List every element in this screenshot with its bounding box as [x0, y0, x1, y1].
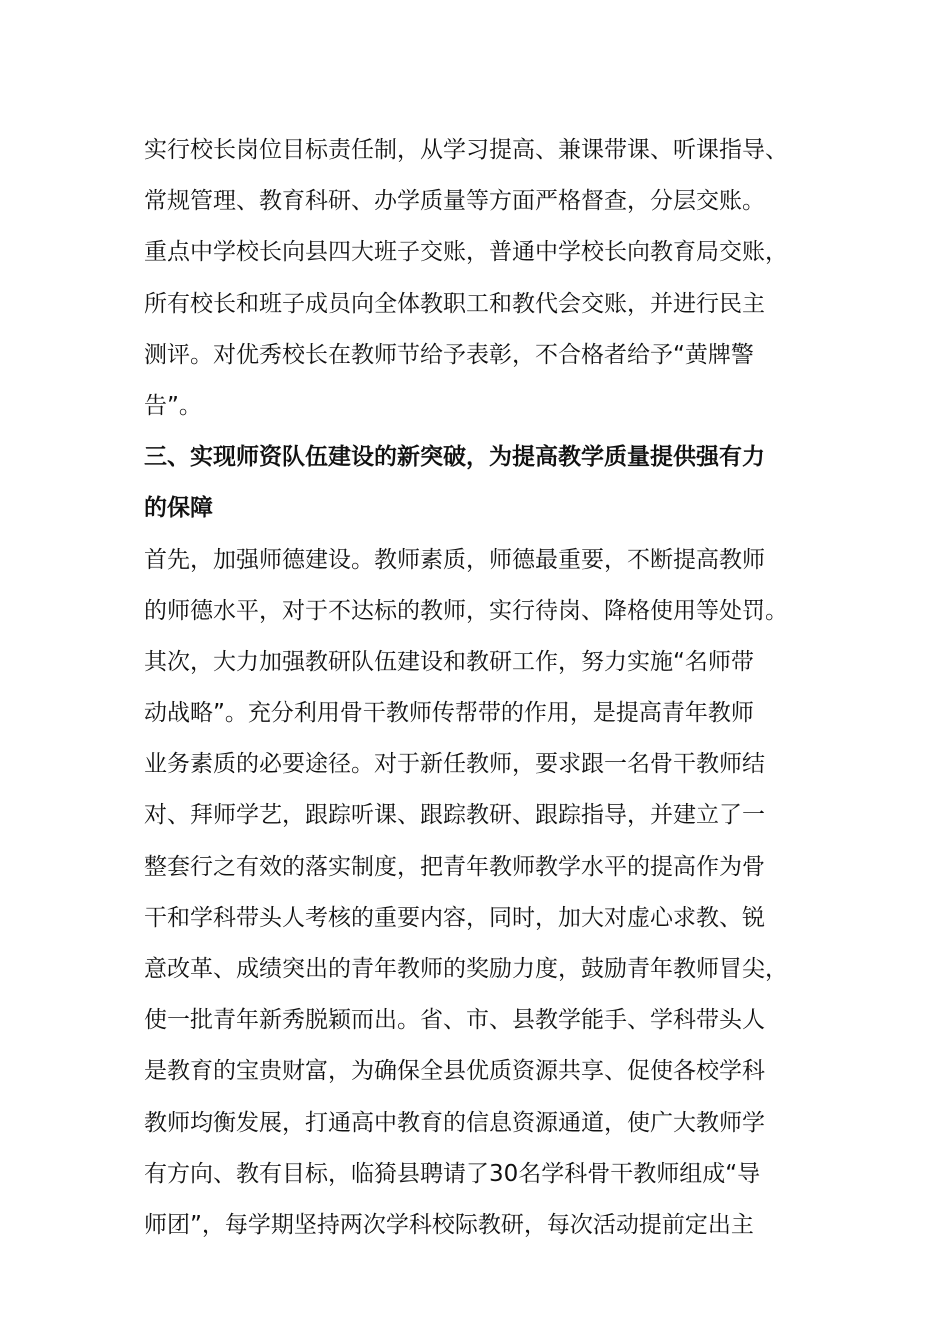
paragraph-line: 师团”，每学期坚持两次学科校际教研，每次活动提前定出主 — [144, 1211, 754, 1238]
document-body — [144, 125, 824, 1251]
paragraph-line: 是教育的宝贵财富，为确保全县优质资源共享、促使各校学科 — [144, 1058, 765, 1085]
paragraph-line: 整套行之有效的落实制度，把青年教师教学水平的提高作为骨 — [144, 853, 765, 880]
paragraph-line: 重点中学校长向县四大班子交账，普通中学校长向教育局交账， — [144, 239, 788, 266]
paragraph-line: 意改革、成绩突出的青年教师的奖励力度，鼓励青年教师冒尖， — [144, 956, 788, 982]
paragraph-line: 所有校长和班子成员向全体教职工和教代会交账，并进行民主 — [144, 290, 765, 317]
paragraph-line: 动战略”。充分利用骨干教师传帮带的作用，是提高青年教师 — [144, 700, 754, 727]
section-heading-line: 的保障 — [144, 495, 213, 522]
paragraph-line: 业务素质的必要途径。对于新任教师，要求跟一名骨干教师结 — [144, 751, 765, 778]
paragraph-line: 其次，大力加强教研队伍建设和教研工作，努力实施“名师带 — [144, 648, 754, 675]
paragraph-line: 的师德水平，对于不达标的教师，实行待岗、降格使用等处罚。 — [144, 597, 788, 624]
paragraph-line: 使一批青年新秀脱颖而出。省、市、县教学能手、学科带头人 — [144, 1007, 765, 1034]
paragraph-line: 告”。 — [144, 392, 202, 419]
paragraph-line: 实行校长岗位目标责任制，从学习提高、兼课带课、听课指导、 — [144, 137, 788, 163]
paragraph-line: 常规管理、教育科研、办学质量等方面严格督查，分层交账。 — [144, 188, 765, 215]
paragraph-line: 有方向、教有目标，临猗县聘请了30名学科骨干教师组成“导 — [144, 1160, 761, 1187]
paragraph-line: 干和学科带头人考核的重要内容，同时，加大对虚心求教、锐 — [144, 904, 765, 931]
section-heading-line: 三、实现师资队伍建设的新突破，为提高教学质量提供强有力 — [144, 444, 765, 471]
paragraph-line: 对、拜师学艺，跟踪听课、跟踪教研、跟踪指导，并建立了一 — [144, 802, 765, 829]
paragraph-line: 测评。对优秀校长在教师节给予表彰，不合格者给予“黄牌警 — [144, 341, 754, 368]
paragraph-line: 首先，加强师德建设。教师素质，师德最重要，不断提高教师 — [144, 546, 765, 573]
paragraph-line: 教师均衡发展，打通高中教育的信息资源通道，使广大教师学 — [144, 1109, 765, 1136]
